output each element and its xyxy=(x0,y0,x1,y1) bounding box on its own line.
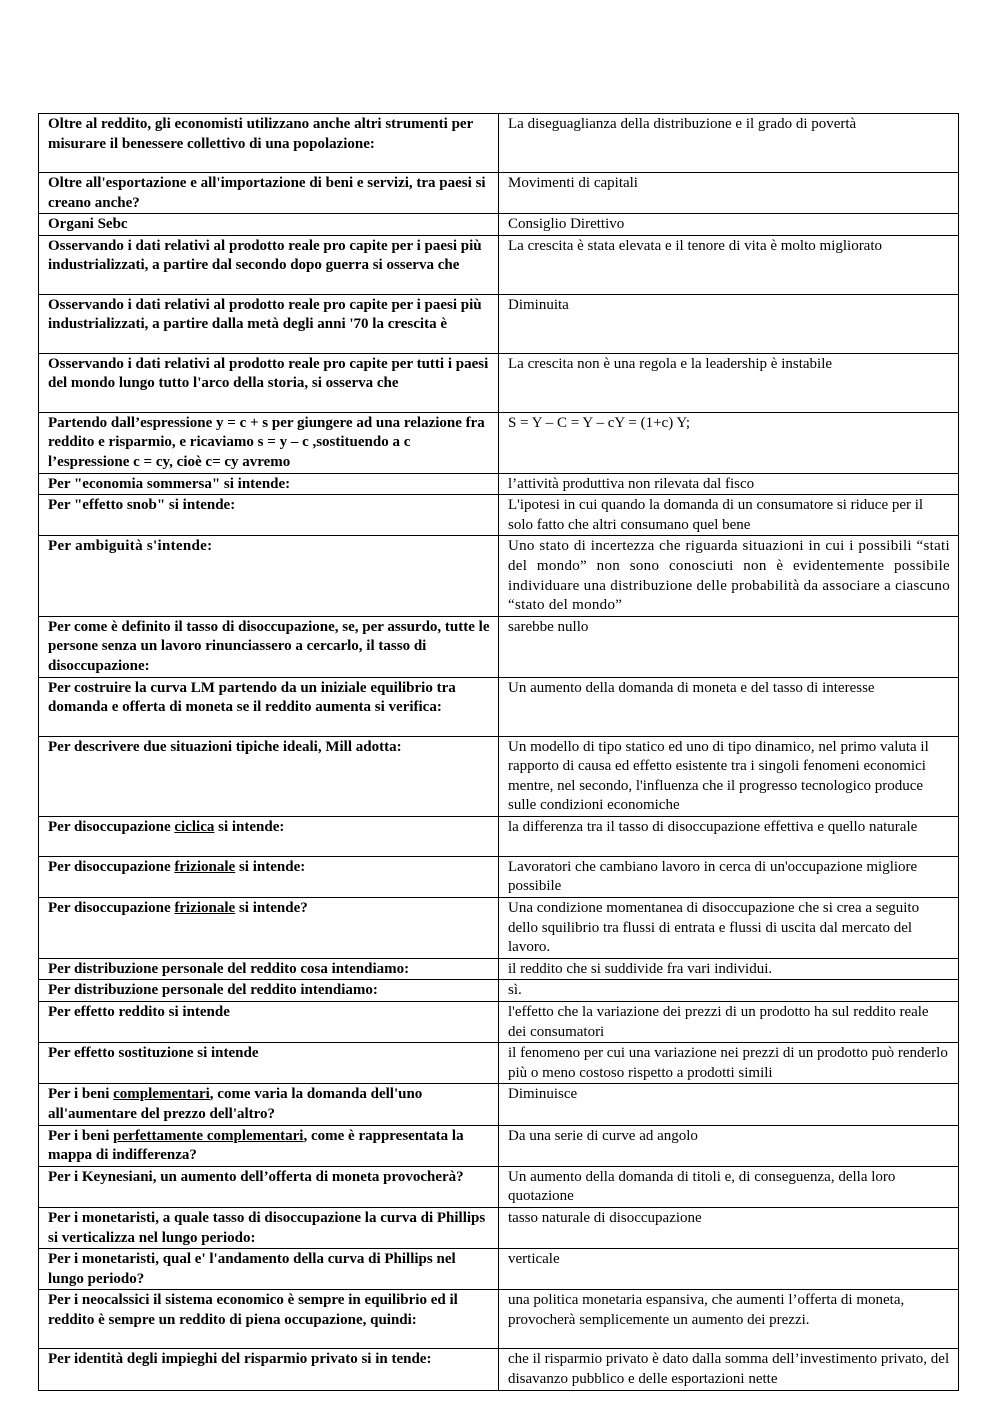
question-cell: Per i Keynesiani, un aumento dell’offerta di moneta provocherà? xyxy=(39,1166,499,1207)
answer-cell: Un aumento della domanda di titoli e, di conseguenza, della loro quotazione xyxy=(499,1166,959,1207)
table-row xyxy=(39,294,959,353)
question-cell: Per i monetaristi, a quale tasso di disoccupazione la curva di Phillips si verticalizza nel lungo periodo: xyxy=(39,1207,499,1248)
question-cell: Per i neocalssici il sistema economico è sempre in equilibrio ed il reddito è sempre un reddito di piena occupazione, quindi: xyxy=(39,1290,499,1349)
table-row xyxy=(39,1125,959,1166)
answer-cell: tasso naturale di disoccupazione xyxy=(499,1207,959,1248)
answer-cell: una politica monetaria espansiva, che aumenti l’offerta di moneta, provocherà semplicemente un aumento dei prezzi. xyxy=(499,1290,959,1349)
answer-cell: verticale xyxy=(499,1249,959,1290)
question-text: si intende? xyxy=(235,900,308,917)
question-cell: Per identità degli impieghi del risparmio privato si in tende: xyxy=(39,1349,499,1390)
answer-cell: Lavoratori che cambiano lavoro in cerca di un'occupazione migliore possibile xyxy=(499,856,959,897)
table-row xyxy=(39,1349,959,1390)
question-cell: Per effetto sostituzione si intende xyxy=(39,1043,499,1084)
table-row xyxy=(39,214,959,236)
table-row xyxy=(39,353,959,412)
question-cell: Osservando i dati relativi al prodotto reale pro capite per i paesi più industrializzati, a partire dal secondo dopo guerra si osserva che xyxy=(39,235,499,294)
question-cell: Per ambiguità s'intende: xyxy=(39,536,499,616)
question-text: , come è rappresentata la mappa di indifferenza? xyxy=(48,1127,464,1164)
answer-cell: sarebbe nullo xyxy=(499,616,959,677)
question-text: , come varia la domanda dell'uno all'aumentare del prezzo dell'altro? xyxy=(48,1086,423,1122)
question-cell: Organi Sebc xyxy=(39,214,499,236)
table-row xyxy=(39,958,959,980)
question-text: si intende: xyxy=(214,818,285,835)
answer-cell: Diminuita xyxy=(499,294,959,353)
answer-cell: Una condizione momentanea di disoccupazione che si crea a seguito dello squilibrio tra flussi di entrata e flussi di uscita dal mercato del lavoro. xyxy=(499,898,959,959)
question-cell: Per descrivere due situazioni tipiche ideali, Mill adotta: xyxy=(39,736,499,816)
question-cell: Osservando i dati relativi al prodotto reale pro capite per tutti i paesi del mondo lungo tutto l'arco della storia, si osserva che xyxy=(39,353,499,412)
table-row xyxy=(39,736,959,816)
table-row xyxy=(39,616,959,677)
table-row xyxy=(39,1166,959,1207)
answer-cell: Un aumento della domanda di moneta e del tasso di interesse xyxy=(499,677,959,736)
underlined-term: perfettamente complementari xyxy=(113,1127,304,1144)
question-text: si intende: xyxy=(235,858,306,875)
question-text: Per disoccupazione xyxy=(48,858,175,875)
answer-cell: il fenomeno per cui una variazione nei prezzi di un prodotto può renderlo più o meno costoso rispetto a prodotti simili xyxy=(499,1043,959,1084)
table-row xyxy=(39,1207,959,1248)
answer-cell: S = Y – C = Y – cY = (1+c) Y; xyxy=(499,412,959,473)
answer-cell: Un modello di tipo statico ed uno di tipo dinamico, nel primo valuta il rapporto di causa ed effetto esistente tra i singoli fenomeni economici mentre, nel secondo, l'influenza che il progresso tecnologico produce sulle condizioni economiche xyxy=(499,736,959,816)
answer-cell: La crescita non è una regola e la leadership è instabile xyxy=(499,353,959,412)
answer-cell: Consiglio Direttivo xyxy=(499,214,959,236)
question-cell: Oltre al reddito, gli economisti utilizzano anche altri strumenti per misurare il benessere collettivo di una popolazione: xyxy=(39,114,499,173)
table-row xyxy=(39,816,959,856)
table-row xyxy=(39,114,959,173)
question-cell xyxy=(39,816,499,856)
question-cell: Oltre all'esportazione e all'importazione di beni e servizi, tra paesi si creano anche? xyxy=(39,173,499,214)
table-row xyxy=(39,473,959,495)
table-row xyxy=(39,1043,959,1084)
question-cell: Per costruire la curva LM partendo da un iniziale equilibrio tra domanda e offerta di moneta se il reddito aumenta si verifica: xyxy=(39,677,499,736)
answer-cell: che il risparmio privato è dato dalla somma dell’investimento privato, del disavanzo pubblico e delle esportazioni nette xyxy=(499,1349,959,1390)
answer-cell: L'ipotesi in cui quando la domanda di un consumatore si riduce per il solo fatto che altri consumano quel bene xyxy=(499,495,959,536)
question-cell: Osservando i dati relativi al prodotto reale pro capite per i paesi più industrializzati, a partire dalla metà degli anni '70 la crescita è xyxy=(39,294,499,353)
underlined-term: frizionale xyxy=(174,900,236,917)
question-cell xyxy=(39,1084,499,1125)
question-text: Per disoccupazione xyxy=(48,900,175,917)
question-cell: Per "economia sommersa" si intende: xyxy=(39,473,499,495)
answer-cell: La crescita è stata elevata e il tenore di vita è molto migliorato xyxy=(499,235,959,294)
question-cell xyxy=(39,856,499,897)
table-row xyxy=(39,1290,959,1349)
document-page xyxy=(38,113,956,1391)
table-row xyxy=(39,1084,959,1125)
answer-cell: Diminuisce xyxy=(499,1084,959,1125)
answer-cell: l’attività produttiva non rilevata dal fisco xyxy=(499,473,959,495)
question-cell: Per i monetaristi, qual e' l'andamento della curva di Phillips nel lungo periodo? xyxy=(39,1249,499,1290)
answer-cell: sì. xyxy=(499,980,959,1002)
table-row xyxy=(39,173,959,214)
question-cell: Partendo dall’espressione y = c + s per giungere ad una relazione fra reddito e risparmio, e ricaviamo s = y – c ,sostituendo a c l’espressione c = cy, cioè c= cy avremo xyxy=(39,412,499,473)
question-cell: Per effetto reddito si intende xyxy=(39,1002,499,1043)
table-row xyxy=(39,1002,959,1043)
question-cell xyxy=(39,898,499,959)
qa-table xyxy=(38,113,959,1391)
answer-cell: il reddito che si suddivide fra vari individui. xyxy=(499,958,959,980)
answer-cell: Uno stato di incertezza che riguarda situazioni in cui i possibili “stati del mondo” non sono conosciuti non è evidentemente possibile individuare una distribuzione delle probabilità da associare a ciascuno “stato del mondo” xyxy=(499,536,959,616)
question-text: Per i beni xyxy=(48,1127,114,1144)
underlined-term: frizionale xyxy=(174,858,236,875)
question-cell: Per come è definito il tasso di disoccupazione, se, per assurdo, tutte le persone senza un lavoro rinunciassero a cercarlo, il tasso di disoccupazione: xyxy=(39,616,499,677)
answer-cell: l'effetto che la variazione dei prezzi di un prodotto ha sul reddito reale dei consumatori xyxy=(499,1002,959,1043)
table-row xyxy=(39,856,959,897)
answer-cell: La diseguaglianza della distribuzione e il grado di povertà xyxy=(499,114,959,173)
question-text: Per disoccupazione xyxy=(48,818,175,835)
underlined-term: ciclica xyxy=(174,818,215,835)
table-row xyxy=(39,677,959,736)
question-text: Per i beni xyxy=(48,1086,114,1103)
question-cell xyxy=(39,1125,499,1166)
underlined-term: complementari xyxy=(113,1086,210,1103)
table-row xyxy=(39,235,959,294)
table-row xyxy=(39,980,959,1002)
table-row xyxy=(39,412,959,473)
answer-cell: la differenza tra il tasso di disoccupazione effettiva e quello naturale xyxy=(499,816,959,856)
question-cell: Per distribuzione personale del reddito cosa intendiamo: xyxy=(39,958,499,980)
table-row xyxy=(39,1249,959,1290)
table-row xyxy=(39,898,959,959)
answer-cell: Movimenti di capitali xyxy=(499,173,959,214)
answer-cell: Da una serie di curve ad angolo xyxy=(499,1125,959,1166)
table-row xyxy=(39,495,959,536)
question-cell: Per "effetto snob" si intende: xyxy=(39,495,499,536)
question-cell: Per distribuzione personale del reddito intendiamo: xyxy=(39,980,499,1002)
table-row xyxy=(39,536,959,616)
